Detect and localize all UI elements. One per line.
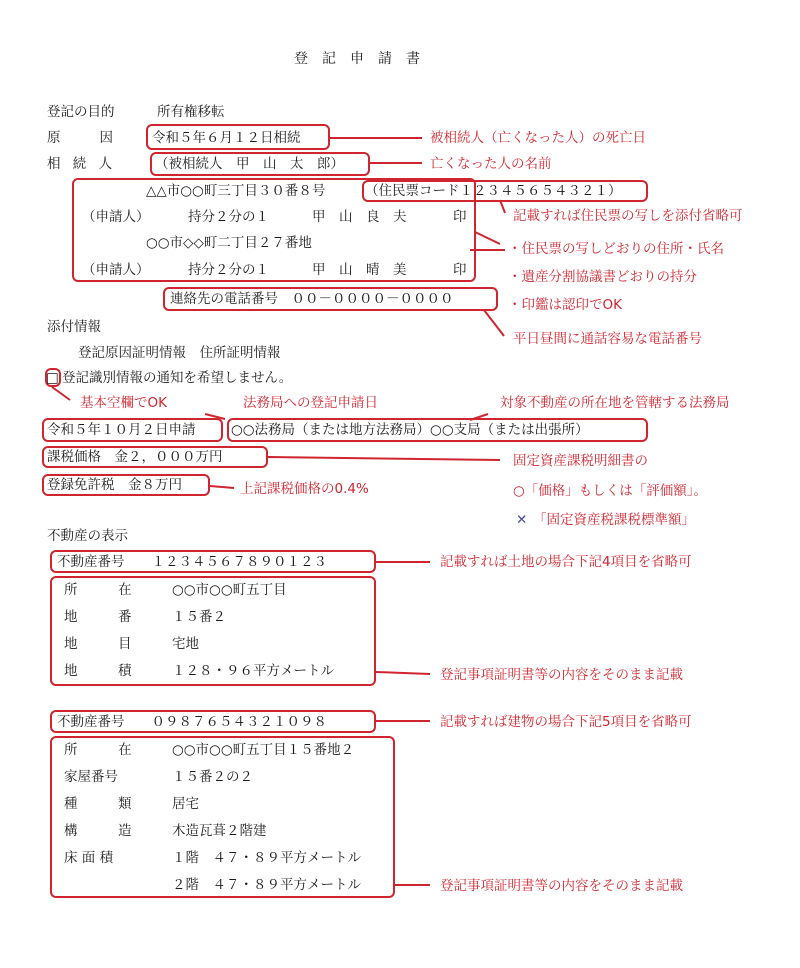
building-row-value: 木造瓦葺２階建: [172, 823, 267, 839]
applicant1-name: 甲 山 良 夫: [312, 209, 407, 225]
cause-label: 原 因: [47, 130, 117, 146]
property-label: 不動産の表示: [47, 528, 128, 544]
notify-checkbox[interactable]: □: [46, 370, 59, 386]
note-tax-2: ○「価格」もしくは「評価額」。: [513, 483, 708, 499]
building-row-value: １階 ４７・８９平方メートル: [172, 850, 361, 866]
note-land-number: 記載すれば土地の場合下記4項目を省略可: [440, 554, 692, 570]
building-row-key: 種 類: [64, 796, 132, 812]
note-date: 法務局への登記申請日: [243, 395, 378, 411]
application-date: 令和５年１０月２日申請: [47, 422, 196, 438]
applicant2-seal: 印: [453, 262, 467, 278]
land-row-key: 所 在: [64, 582, 132, 598]
doc-title: 登記申請書: [294, 51, 434, 67]
note-bullet-share: ・遺産分割協議書どおりの持分: [508, 269, 697, 285]
note-bullet-seal: ・印鑑は認印でOK: [508, 297, 622, 313]
note-bullet-address: ・住民票の写しどおりの住所・氏名: [508, 241, 724, 257]
applicant2-role: （申請人）: [82, 262, 150, 278]
applicant1-seal: 印: [453, 209, 467, 225]
applicant2-address: ○○市◇◇町二丁目２７番地: [146, 235, 312, 251]
attach-label: 添付情報: [47, 319, 101, 335]
notify-text: 登記識別情報の通知を希望しません。: [62, 370, 293, 386]
attach-items: 登記原因証明情報 住所証明情報: [78, 345, 281, 361]
building-number: 不動産番号 ０９８７６５４３２１０９８: [57, 714, 327, 730]
phone-line: 連絡先の電話番号 ００－００００－００００: [170, 291, 454, 307]
note-cause: 被相続人（亡くなった人）の死亡日: [430, 130, 646, 146]
land-row-value: ○○市○○町五丁目: [172, 582, 287, 598]
building-row-value: ２階 ４７・８９平方メートル: [172, 877, 361, 893]
registration-tax: 登録免許税 金８万円: [47, 477, 182, 493]
note-tax-3: 「固定資産税課税標準額」: [533, 512, 695, 528]
cross-mark-icon: ✕: [516, 512, 528, 528]
land-row-key: 地 番: [64, 609, 132, 625]
applicant1-role: （申請人）: [82, 209, 150, 225]
applicant2-share: 持分２分の１: [188, 262, 269, 278]
note-heir: 亡くなった人の名前: [430, 156, 552, 172]
building-row-key: 家屋番号: [64, 769, 118, 785]
purpose-value: 所有権移転: [157, 104, 225, 120]
note-phone: 平日昼間に通話容易な電話番号: [513, 331, 702, 347]
land-row-value: １５番２: [172, 609, 226, 625]
note-office: 対象不動産の所在地を管轄する法務局: [500, 395, 730, 411]
note-tax-1: 固定資産課税明細書の: [513, 453, 648, 469]
applicant1-address: △△市○○町三丁目３０番８号: [146, 183, 326, 199]
note-checkbox: 基本空欄でOK: [80, 395, 167, 411]
note-building-number: 記載すれば建物の場合下記5項目を省略可: [440, 714, 692, 730]
note-land-rows: 登記事項証明書等の内容をそのまま記載: [440, 667, 683, 683]
building-row-value: 居宅: [172, 796, 199, 812]
land-row-value: 宅地: [172, 636, 199, 652]
applicant1-resident-code: （住民票コード１２３４５６５４３２１）: [365, 183, 622, 199]
building-row-key: 所 在: [64, 742, 132, 758]
note-resident: 記載すれば住民票の写しを添付省略可: [513, 208, 743, 224]
note-reg-tax: 上記課税価格の0.4%: [240, 481, 369, 497]
land-number: 不動産番号 １２３４５６７８９０１２３: [57, 554, 327, 570]
legal-office: ○○法務局（または地方法務局）○○支局（または出張所）: [231, 422, 589, 438]
purpose-label: 登記の目的: [47, 104, 115, 120]
land-row-value: １２８・９６平方メートル: [172, 663, 334, 679]
box-building-rows: [50, 736, 395, 898]
heir-value: （被相続人 甲 山 太 郎）: [155, 156, 344, 172]
applicant1-share: 持分２分の１: [188, 209, 269, 225]
heir-label: 相 続 人: [47, 156, 117, 172]
building-row-key: 構 造: [64, 823, 132, 839]
land-row-key: 地 積: [64, 663, 132, 679]
building-row-key: 床 面 積: [64, 850, 114, 866]
tax-base: 課税価格 金２，０００万円: [47, 449, 223, 465]
applicant2-name: 甲 山 晴 美: [312, 262, 407, 278]
building-row-value: １５番２の２: [172, 769, 253, 785]
land-row-key: 地 目: [64, 636, 132, 652]
cause-value: 令和５年６月１２日相続: [152, 130, 301, 146]
building-row-value: ○○市○○町五丁目１５番地２: [172, 742, 355, 758]
note-building-rows: 登記事項証明書等の内容をそのまま記載: [440, 878, 683, 894]
